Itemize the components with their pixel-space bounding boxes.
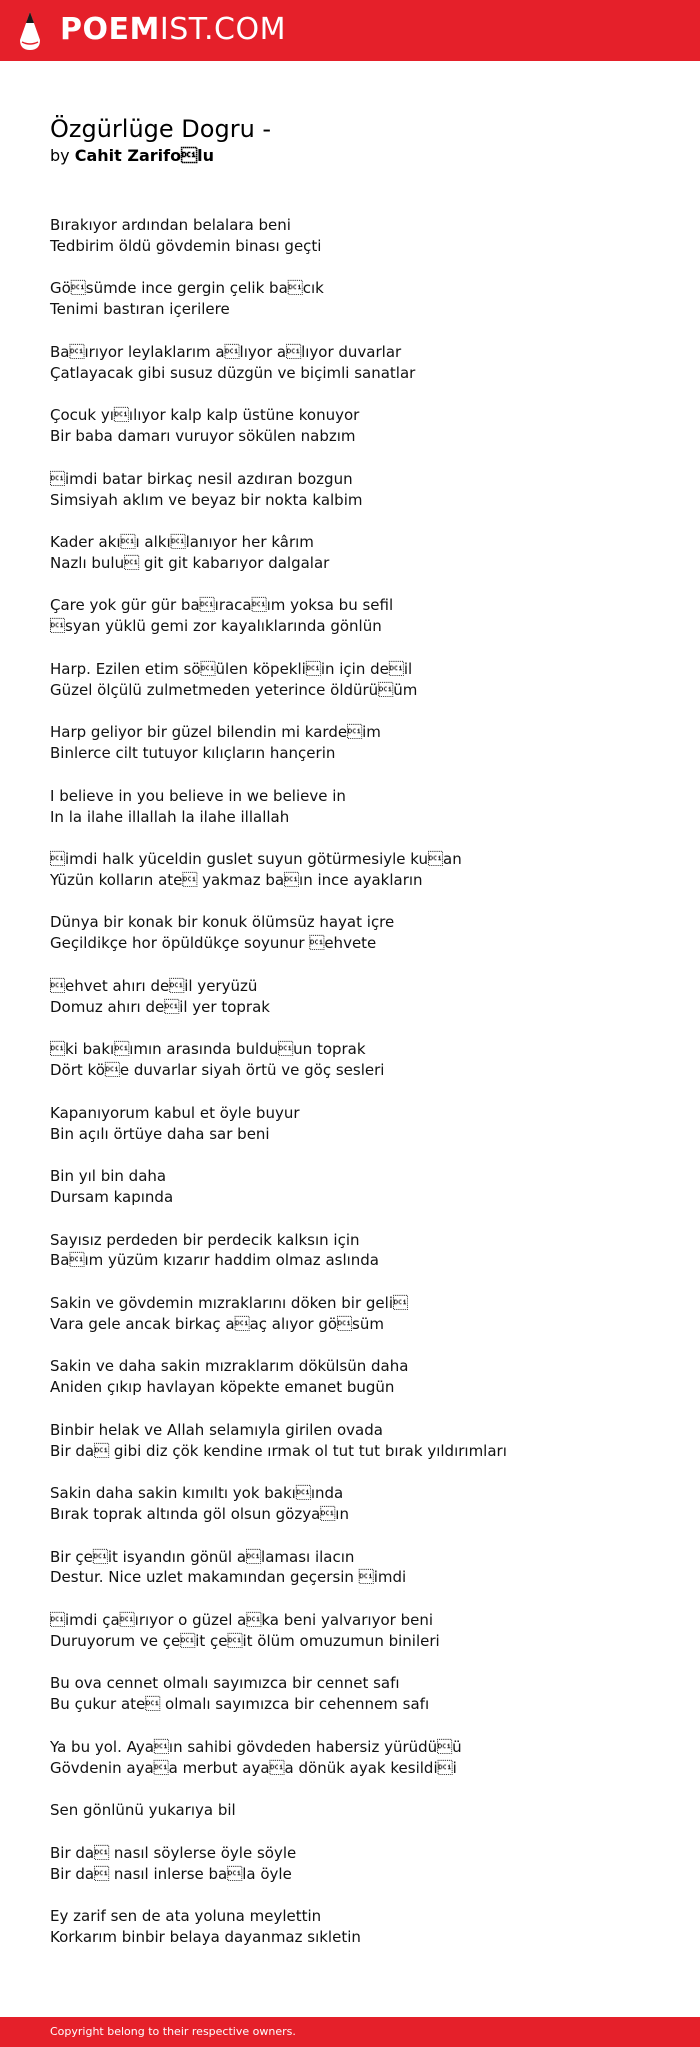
poem-line: Çocuk yıılıyor kalp kalp üstüne konuyor [50,406,360,425]
poem-content [50,114,660,1969]
poem-line: Çatlayacak gibi susuz düzgün ve biçimli sanatlar [50,363,416,382]
stanza [50,1293,660,1335]
poem-line: Nazlı bulu git git kabarıyor dalgalar [50,553,330,572]
stanza [50,1673,660,1715]
poem-line: Bir çeit isyandın gönül alaması ilacın [50,1547,355,1566]
stanza [50,532,660,574]
logo-bold-text: POEM [60,12,160,47]
poem-line: Sayısız perdeden bir perdecik kalksın için [50,1230,360,1249]
poem-line: Bu çukur ate olmalı sayımızca bir cehennem safı [50,1695,430,1714]
poem-line: imdi batar birkaç nesil azdıran bozgun [50,469,353,488]
poem-line: Dursam kapında [50,1188,174,1206]
stanza [50,342,660,384]
poem-line: Kader akıı alkılanıyor her kârım [50,533,314,552]
poem-line: Güzel ölçülü zulmetmeden yeterince öldürüüm [50,680,418,699]
poem-line: Çare yok gür gür baıracaım yoksa bu sefil [50,596,394,615]
poem-line: In la ilahe illallah la ilahe illallah [50,807,290,826]
poem-title: Özgürlüge Dogru - [50,115,272,143]
stanza [50,912,660,954]
poem-line: Baım yüzüm kızarır haddim olmaz aslında [50,1251,380,1270]
stanza [50,849,660,891]
poem-line: ehvet ahırı deil yeryüzü [50,976,258,995]
logo-light-text: IST.COM [159,12,286,47]
stanza [50,1483,660,1525]
stanza [50,1420,660,1462]
poem-line: Gösümde ince gergin çelik bacık [50,279,324,298]
poem-line: Tedbirim öldü gövdemin binası geçti [50,236,322,255]
stanza [50,1103,660,1145]
stanza [50,1039,660,1081]
byline [50,146,660,166]
poem-line: imdi çaırıyor o güzel aka beni yalvarıyor beni [50,1610,433,1629]
poem-line: Yüzün kolların ate yakmaz baın ince ayakların [50,870,423,889]
site-footer [0,2017,700,2047]
poem-line: Bir da nasıl inlerse bala öyle [50,1864,292,1883]
stanza [50,1547,660,1589]
poem-line: Bu ova cennet olmalı sayımızca bir cennet safı [50,1674,400,1693]
stanza [50,1356,660,1398]
stanza [50,1166,660,1208]
stanza [50,405,660,447]
poem-line: Ey zarif sen de ata yoluna meylettin [50,1907,322,1926]
stanza [50,1800,660,1821]
poem-line: Dört köe duvarlar siyah örtü ve göç sesleri [50,1061,385,1080]
stanza [50,278,660,320]
poem-line: Baırıyor leylaklarım alıyor alıyor duvarlar [50,342,402,361]
stanza [50,722,660,764]
poem-line: Sen gönlünü yukarıya bil [50,1801,236,1820]
stanza [50,1906,660,1948]
poem-line: Binbir helak ve Allah selamıyla girilen ovada [50,1420,383,1439]
stanza [50,215,660,257]
stanza [50,659,660,701]
stanza [50,595,660,637]
pencil-tip-icon[interactable] [16,10,44,52]
stanza [50,786,660,828]
author-name[interactable]: Cahit Zarifolu [74,146,214,165]
poem-line: Bir baba damarı vuruyor sökülen nabzım [50,427,356,446]
poem-line: Kapanıyorum kabul et öyle buyur [50,1103,300,1122]
stanza [50,1843,660,1885]
poem-line: Domuz ahırı deil yer toprak [50,997,270,1016]
stanza [50,1610,660,1652]
poem-line: Bir da nasıl söylerse öyle söyle [50,1843,297,1862]
poem-line: Bırak toprak altında göl olsun gözyaın [50,1505,349,1524]
stanza [50,1230,660,1272]
poem-line: Tenimi bastıran içerilere [50,300,230,319]
stanza [50,1737,660,1779]
stanza [50,469,660,511]
poem-line: Dünya bir konak bir konuk ölümsüz hayat içre [50,913,395,932]
copyright-text: Copyright belong to their respective owners. [50,2025,296,2038]
poem-line: Sakin ve daha sakin mızraklarım dökülsün daha [50,1357,409,1376]
poem-line: Ya bu yol. Ayaın sahibi gövdeden habersiz yürüdüü [50,1737,462,1756]
poem-line: Bir da gibi diz çök kendine ırmak ol tut tut bırak yıldırımları [50,1441,507,1460]
poem-line: Harp. Ezilen etim söülen köpekliin için deil [50,659,413,678]
poem-line: Sakin daha sakin kımıltı yok bakıında [50,1484,344,1503]
poem-line: syan yüklü gemi zor kayalıklarında gönlün [50,617,382,636]
poem-line: Duruyorum ve çeit çeit ölüm omuzumun binileri [50,1631,440,1650]
poem-line: Vara gele ancak birkaç aaç alıyor gösüm [50,1314,384,1333]
poem-line: Simsiyah aklım ve beyaz bir nokta kalbim [50,490,363,509]
poem-line: I believe in you believe in we believe in [50,786,346,805]
poem-body [50,215,660,1948]
stanza [50,976,660,1018]
site-header [0,0,700,61]
poem-line: Gövdenin ayaa merbut ayaa dönük ayak kesildii [50,1758,457,1777]
poem-line: Harp geliyor bir güzel bilendin mi kardeim [50,723,381,742]
site-logo[interactable] [60,10,286,50]
poem-line: ki bakıımın arasında bulduun toprak [50,1040,366,1059]
poem-line: Sakin ve gövdemin mızraklarını döken bir geli [50,1293,408,1312]
poem-line: imdi halk yüceldin guslet suyun götürmesiyle kuan [50,850,462,869]
poem-line: Destur. Nice uzlet makamından geçersin imdi [50,1568,407,1587]
poem-line: Bırakıyor ardından belalara beni [50,216,291,234]
poem-line: Binlerce cilt tutuyor kılıçların hançerin [50,744,336,763]
poem-line: Bin açılı örtüye daha sar beni [50,1124,270,1143]
poem-line: Korkarım binbir belaya dayanmaz sıkletin [50,1927,361,1946]
poem-line: Geçildikçe hor öpüldükçe soyunur ehvete [50,934,377,953]
by-label: by [50,146,70,165]
poem-line: Bin yıl bin daha [50,1167,167,1186]
poem-line: Aniden çıkıp havlayan köpekte emanet bugün [50,1378,395,1397]
